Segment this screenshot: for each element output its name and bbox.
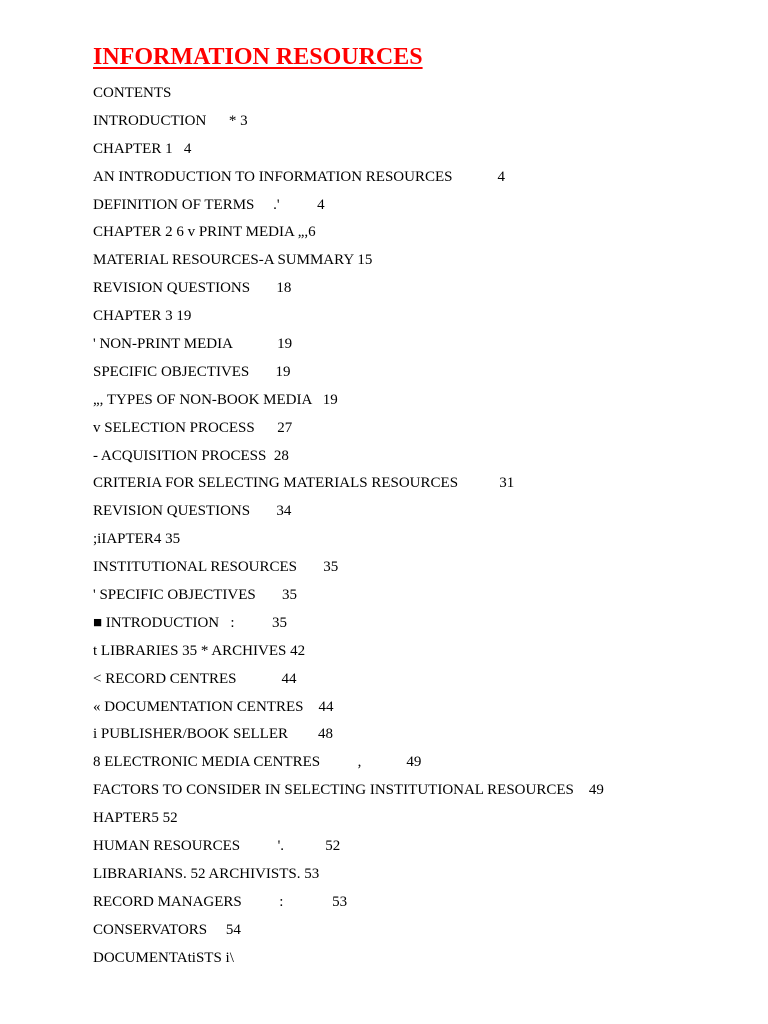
table-of-contents <box>93 80 753 973</box>
toc-line: MATERIAL RESOURCES-A SUMMARY 15 <box>93 252 373 269</box>
toc-line: CRITERIA FOR SELECTING MATERIALS RESOURCES 31 <box>93 475 515 492</box>
toc-line: SPECIFIC OBJECTIVES 19 <box>93 363 291 380</box>
toc-line: CHAPTER 3 19 <box>93 308 192 325</box>
toc-line: CONSERVATORS 54 <box>93 921 241 938</box>
toc-line: REVISION QUESTIONS 34 <box>93 503 292 520</box>
toc-line: DEFINITION OF TERMS .' 4 <box>93 196 325 213</box>
toc-line: i PUBLISHER/BOOK SELLER 48 <box>93 726 334 743</box>
toc-line: ' SPECIFIC OBJECTIVES 35 <box>93 587 297 604</box>
toc-line: v SELECTION PROCESS 27 <box>93 419 293 436</box>
toc-line: INSTITUTIONAL RESOURCES 35 <box>93 559 339 576</box>
toc-line: ' NON-PRINT MEDIA 19 <box>93 336 293 353</box>
toc-line: INTRODUCTION * 3 <box>93 112 248 129</box>
toc-line: FACTORS TO CONSIDER IN SELECTING INSTITUTIONAL RESOURCES 49 <box>93 782 604 799</box>
toc-line: HAPTER5 52 <box>93 810 178 827</box>
toc-line: < RECORD CENTRES 44 <box>93 670 297 687</box>
toc-line: REVISION QUESTIONS 18 <box>93 280 292 297</box>
document-page <box>93 40 753 973</box>
toc-line: HUMAN RESOURCES '. 52 <box>93 838 341 855</box>
toc-line: CHAPTER 1 4 <box>93 140 192 157</box>
toc-line: - ACQUISITION PROCESS 28 <box>93 447 289 464</box>
toc-line: AN INTRODUCTION TO INFORMATION RESOURCES 4 <box>93 168 505 185</box>
toc-line: 8 ELECTRONIC MEDIA CENTRES , 49 <box>93 754 422 771</box>
toc-line: ■ INTRODUCTION : 35 <box>93 614 288 631</box>
toc-line: CHAPTER 2 6 v PRINT MEDIA „,6 <box>93 224 316 241</box>
toc-line: „, TYPES OF NON-BOOK MEDIA 19 <box>93 391 338 408</box>
toc-line: ;iIAPTER4 35 <box>93 531 181 548</box>
toc-line: DOCUMENTAtiSTS i\ <box>93 949 234 966</box>
toc-line: t LIBRARIES 35 * ARCHIVES 42 <box>93 642 306 659</box>
toc-line: RECORD MANAGERS : 53 <box>93 893 348 910</box>
toc-line: « DOCUMENTATION CENTRES 44 <box>93 698 334 715</box>
toc-line: CONTENTS <box>93 85 172 101</box>
document-title: INFORMATION RESOURCES <box>93 44 423 70</box>
toc-line: LIBRARIANS. 52 ARCHIVISTS. 53 <box>93 865 320 882</box>
